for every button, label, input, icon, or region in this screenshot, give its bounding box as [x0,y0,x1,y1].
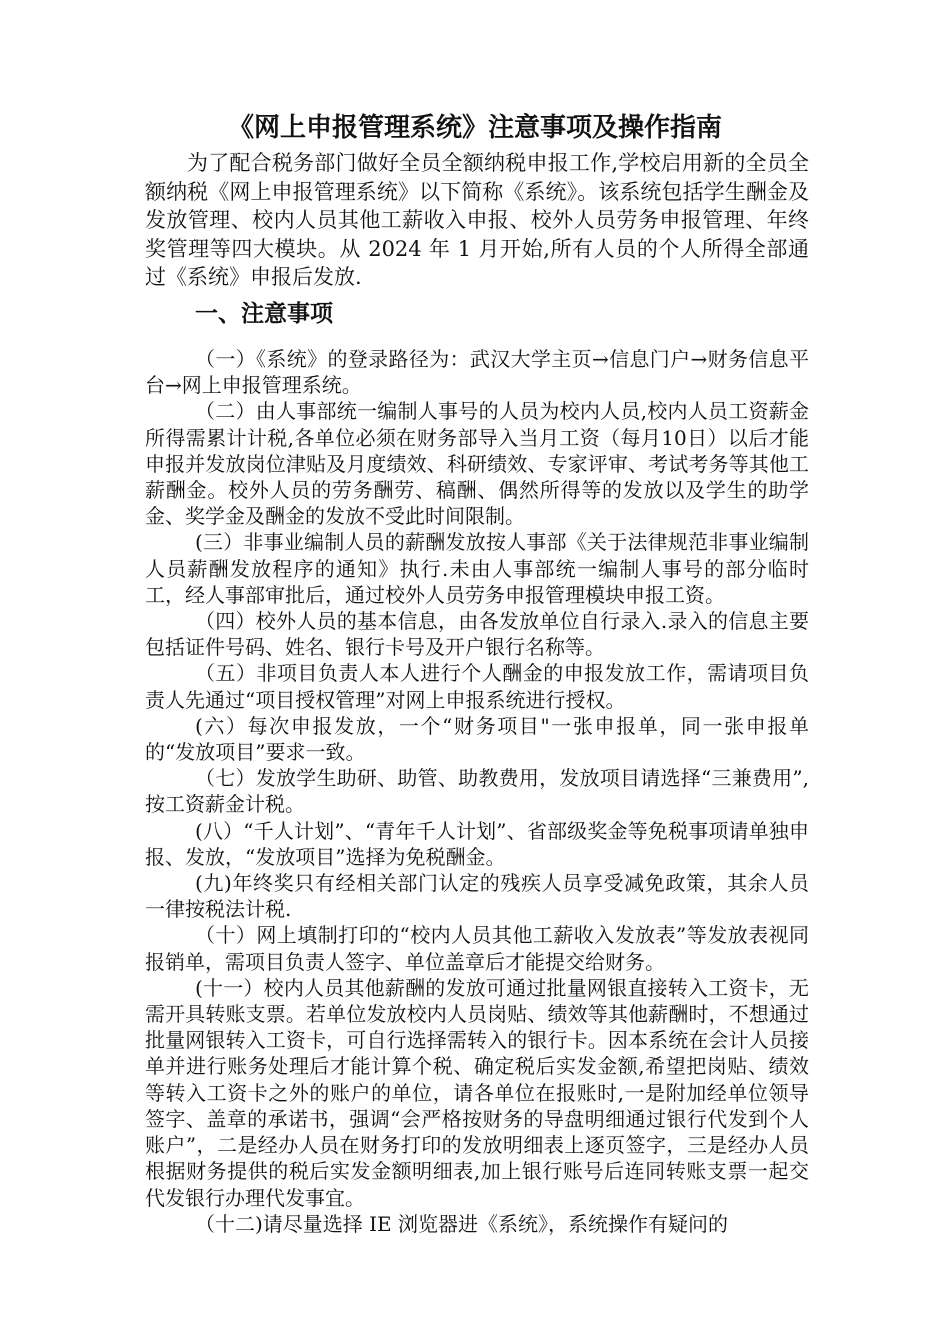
intro-paragraph: 为了配合税务部门做好全员全额纳税申报工作,学校启用新的全员全额纳税《网上申报管理系统》以下简称《系统》。该系统包括学生酬金及发放管理、校内人员其他工薪收入申报、校外人员劳务申报管理、年终奖管理等四大模块。从 2024 年 1 月开始,所有人员的个人所得全部通过《系统》申报后发放. [145,151,809,289]
notice-item-7: （七）发放学生助研、助管、助教费用，发放项目请选择“三兼费用”,按工资薪金计税。 [145,766,809,817]
notice-item-6: (六）每次申报发放，一个“财务项目"一张申报单，同一张申报单的“发放项目”要求一致。 [145,713,809,765]
notice-item-10: （十）网上填制打印的“校内人员其他工薪收入发放表”等发放表视同报销单，需项目负责人签字、单位盖章后才能提交给财务。 [145,923,809,974]
notice-item-1: （一）《系统》的登录路径为：武汉大学主页→信息门户→财务信息平台→网上申报管理系统。 [145,347,809,398]
notice-item-8: (八）“千人计划”、“青年千人计划”、省部级奖金等免税事项请单独申报、发放，“发放项目”选择为免税酬金。 [145,818,809,869]
notice-item-11: (十一）校内人员其他薪酬的发放可通过批量网银直接转入工资卡，无需开具转账支票。若单位发放校内人员岗贴、绩效等其他薪酬时，不想通过批量网银转入工资卡，可自行选择需转入的银行卡。因本系统在会计人员接单并进行账务处理后才能计算个税、确定税后实发金额,希望把岗贴、绩效等转入工资卡之外的账户的单位，请各单位在报账时,一是附加经单位领导签字、盖章的承诺书，强调“会严格按财务的导盘明细通过银行代发到个人账户”，二是经办人员在财务打印的发放明细表上逐页签字，三是经办人员根据财务提供的税后实发金额明细表,加上银行账号后连同转账支票一起交代发银行办理代发事宜。 [145,975,809,1210]
notice-item-9: (九)年终奖只有经相关部门认定的残疾人员享受减免政策，其余人员一律按税法计税. [145,871,809,922]
notice-item-3: (三）非事业编制人员的薪酬发放按人事部《关于法律规范非事业编制人员薪酬发放程序的通知》执行.未由人事部统一编制人事号的部分临时工，经人事部审批后，通过校外人员劳务申报管理模块申报工资。 [145,530,809,607]
notice-item-4: （四）校外人员的基本信息，由各发放单位自行录入.录入的信息主要包括证件号码、姓名、银行卡号及开户银行名称等。 [145,609,809,660]
notice-items [145,346,809,1237]
section-heading: 一、注意事项 [195,301,333,327]
notice-item-5: （五）非项目负责人本人进行个人酬金的申报发放工作，需请项目负责人先通过“项目授权管理”对网上申报系统进行授权。 [145,661,809,712]
document-title: 《网上申报管理系统》注意事项及操作指南 [227,113,722,143]
notice-item-12: （十二)请尽量选择 IE 浏览器进《系统》，系统操作有疑问的 [195,1211,729,1236]
notice-item-2: （二）由人事部统一编制人事号的人员为校内人员,校内人员工资薪金所得需累计计税,各单位必须在财务部导入当月工资（每月10日）以后才能申报并发放岗位津贴及月度绩效、科研绩效、专家评审、考试考务等其他工薪酬金。校外人员的劳务酬劳、稿酬、偶然所得等的发放以及学生的助学金、奖学金及酬金的发放不受此时间限制。 [145,399,809,529]
